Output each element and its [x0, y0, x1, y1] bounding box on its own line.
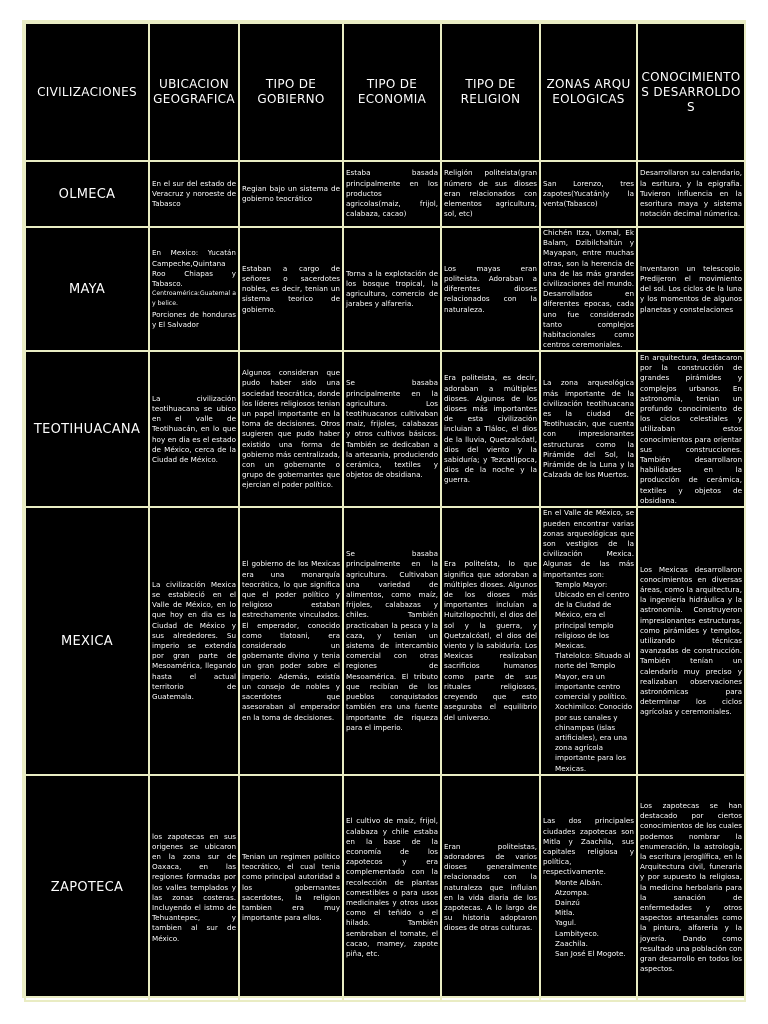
zona-item: Lambityeco. — [555, 928, 599, 938]
cell-economia: El cultivo de maíz, frijol, calabaza y chile estaba en la base de la economía de los zapotecos y era complementado con la recolección de plantas comestibles o para usos medicinales y otros usos como el teñido o el hilado. También sembraban el tomate, el cacao, mamey, zapote piña, etc. — [343, 775, 441, 1001]
cell-religion: Era politeísta, lo que significa que adoraban a múltiples dioses. Algunos de los dioses más importantes incluían a Huitzilopochtli, el dios del sol y la guerra, y Quetzalcóatl, el dios del viento y la sabiduría. Los Mexicas realizaban sacrificios humanos como parte de sus rituales religiosos, creyendo que esto aseguraba el equilibrio del universo. — [441, 507, 540, 774]
cell-religion: Era politeista, es decir, adoraban a múltiples dioses. Algunos de los dioses más importantes de esta civilización incluian a Tláloc, el dios de la lluvia, Quetzalcóatl, dios del viento y la sabiduría; y Tezcatlipoca, dios de la noche y la guerra. — [441, 351, 540, 507]
cell-conocimientos: En arquitectura, destacaron por la construcción de grandes pirámides y complejos urbanos. En astronomía, tenian un profundo conocimiento de los ciclos celestiales y utilizaban estos conocimientos para orientar sus construcciones. También desarrollaron habilidades en la producción de cerámica, textiles y objetos de obsidiana. — [637, 351, 745, 507]
cell-economia: Se basaba principalmente en la agricultura. Cultivaban una variedad de alimentos, como maíz, frijoles, calabazas y chiles. También practicaban la pesca y la caza, y tenian un sistema de intercambio comercial con otras regiones de Mesoamérica. El tributo que recibían de los pueblos conquistados también era una fuente importante de riqueza para el imperio. — [343, 507, 441, 774]
header-zonas: ZONAS ARQUEOLOGICAS — [540, 23, 637, 161]
header-gobierno: TIPO DE GOBIERNO — [239, 23, 343, 161]
cell-economia: Estaba basada principalmente en los productos agricolas(maiz, frijol, calabaza, cacao) — [343, 161, 441, 227]
table-row-olmeca — [25, 161, 745, 227]
header-economia: TIPO DE ECONOMIA — [343, 23, 441, 161]
zona-item: Xochimilco: Conocido por sus canales y chinampas (islas artificiales), era una zona agrícola importante para los Mexicas. — [555, 702, 633, 773]
zona-item: Atzompa. — [555, 887, 590, 897]
zona-item: San José El Mogote. — [555, 948, 626, 958]
cell-ubicacion: La civilización teotihuacana se ubico en el valle de Teotihuacán, en lo que hoy en dia es el estado de México, cerca de la Ciudad de México. — [149, 351, 239, 507]
zona-item: Templo Mayor: Ubicado en el centro de la Ciudad de México, era el principal templo religioso de los Mexicas. — [555, 579, 630, 651]
zona-item: Zaachila. — [555, 938, 588, 948]
cell-religion: Religión politeista(gran número de sus dioses eran relacionados con elementos agricultura, sol, etc) — [441, 161, 540, 227]
zona-item: Mitla. — [555, 908, 575, 918]
zona-item: Tlatelolco: Situado al norte del Templo Mayor, era un importante centro comercial y político. — [555, 651, 631, 702]
table-row-maya — [25, 227, 745, 351]
cell-economia: Se basaba principalmente en la agricultura. Los teotihuacanos cultivaban maiz, frijoles, calabazas y otros cultivos básicos. También se dedicaban a la artesania, produciendo cerámica, textiles y objetos de obsidiana. — [343, 351, 441, 507]
civilization-name: MEXICA — [25, 507, 149, 774]
header-ubicacion: UBICACION GEOGRAFICA — [149, 23, 239, 161]
cell-conocimientos: Los Mexicas desarrollaron conocimientos en diversas áreas, como la arquitectura, la ingeniería hidráulica y la astronomía. Construyeron impresionantes estructuras, como pirámides y templos, utilizando técnicas avanzadas de construcción. También tenían un calendario muy preciso y realizaban observaciones astronómicas para determinar los ciclos agrícolas y ceremoniales. — [637, 507, 745, 774]
civilizations-grid — [24, 22, 746, 1002]
civilization-name: TEOTIHUACANA — [25, 351, 149, 507]
zona-item: Monte Albán. — [555, 877, 603, 887]
zonas-intro: Las dos principales ciudades zapotecas son Mitla y Zaachila, sus capitales religiosa y política, respectivamente. — [543, 816, 634, 877]
cell-zonas — [540, 507, 637, 774]
zonas-intro: En el Valle de México, se pueden encontrar varias zonas arqueológicas que son vestigios de la civilización Mexica. Algunas de las más importantes son: — [543, 508, 634, 579]
ubicacion-line: Centroamérica:Guatemal a y belice. — [152, 290, 236, 308]
cell-ubicacion — [149, 227, 239, 351]
civilization-name: OLMECA — [25, 161, 149, 227]
cell-conocimientos: Desarrollaron su calendario, la esritura, y la epigrafia. Tuvieron influencia en la esoritura maya y sistema notación decimal númerica. — [637, 161, 745, 227]
civilization-name: ZAPOTECA — [25, 775, 149, 1001]
cell-economia: Torna a la explotación de los bosque tropical, la agricultura, comercio de jarabes y alfareria. — [343, 227, 441, 351]
civilization-name: MAYA — [25, 227, 149, 351]
cell-zonas: La zona arqueológica más importante de la civilización teotihuacana es la ciudad de Teotihuacán, que cuenta con impresionantes estructuras como la Pirámide del Sol, la Pirámide de la Luna y la Calzada de los Muertos. — [540, 351, 637, 507]
cell-conocimientos: Los zapotecas se han destacado por ciertos conocimientos de los cuales podemos nombrar la enumeración, la astrología, la escritura jeroglífica, en la Arquitectura civil, funeraria y por supuesto la religiosa, la medicina herbolaria para la sanación de enfermedades y otros aspectos artesanales como la pintura, alfareria y la joyería. Dando como resultado una población con gran desarrollo en todos los aspectos. — [637, 775, 745, 1001]
cell-zonas: Chichén Itza, Uxmal, Ek Balam, Dzibilchaltún y Mayapan, entre muchas otras, son la herencia de una de las más grandes civilizaciones del mundo. Desarrollados en diferentes epocas, cada uno fue considerado tanto complejos habitacionales como centros ceremoniales. — [540, 227, 637, 351]
cell-religion: Eran politeistas, adoradores de varios dioses generalmente relacionados con la naturaleza que influian en la vida diaria de los zapotecas. A lo largo de su historia adoptaron dioses de otras culturas. — [441, 775, 540, 1001]
header-civilizaciones: CIVILIZACIONES — [25, 23, 149, 161]
cell-religion: Los mayas eran politeista. Adoraban a diferentes dioses relacionados con la naturaleza. — [441, 227, 540, 351]
cell-zonas — [540, 775, 637, 1001]
cell-zonas: San Lorenzo, tres zapotes(Yucatán)y la venta(Tabasco) — [540, 161, 637, 227]
cell-gobierno: El gobierno de los Mexicas era una monarquía teocrática, lo que significa que el poder político y religioso estaban estrechamente vinculados. El emperador, conocido como tlatoani, era considerado un gobernante divino y tenia un gran poder sobre el imperio. Además, existía un consejo de nobles y sacerdotes que asesoraban al emperador en la toma de decisiones. — [239, 507, 343, 774]
header-conocimientos: CONOCIMIENTOS DESARROLDOS — [637, 23, 745, 161]
comparison-table — [22, 20, 746, 998]
zona-item: Dainzú — [555, 897, 580, 907]
table-row-zapoteca — [25, 775, 745, 1001]
cell-ubicacion: En el sur del estado de Veracruz y noroeste de Tabasco — [149, 161, 239, 227]
ubicacion-line: En Mexico: Yucatán Campeche,Quintana Roo Chiapas y Tabasco. — [152, 248, 236, 289]
zona-item: Yagul. — [555, 918, 577, 928]
cell-ubicacion: los zapotecas en sus origenes se ubicaron en la zona sur de Oaxaca, en las regiones formadas por los valles templados y las zonas costeras. Incluyendo el istmo de Tehuantepec, y tambien al sur de México. — [149, 775, 239, 1001]
header-row — [25, 23, 745, 161]
cell-conocimientos: Inventaron un telescopio. Predijeron el movimiento del sol. Los ciclos de la luna y los momentos de algunos planetas y constelaciones — [637, 227, 745, 351]
cell-gobierno: Tenian un regimen politico teocrático, el cual tenia como principal autoridad a los gobernantes sacerdotes, la religion tambien era muy importante para ellos. — [239, 775, 343, 1001]
cell-gobierno: Estaban a cargo de señores o sacerdotes nobles, es decir, tenian un sistema teorico de gobierno. — [239, 227, 343, 351]
cell-gobierno: Regian bajo un sistema de gobierno teocrático — [239, 161, 343, 227]
ubicacion-line: Porciones de honduras y El Salvador — [152, 309, 236, 329]
table-row-mexica — [25, 507, 745, 774]
table-row-teotihuacana — [25, 351, 745, 507]
header-religion: TIPO DE RELIGION — [441, 23, 540, 161]
cell-gobierno: Algunos consideran que pudo haber sido una sociedad teocrática, donde los líderes religiosos tenian un papel importante en la toma de decisiones. Otros sugieren que pudo haber existido una forma de gobierno más centralizada, con un gobernante o grupo de gobernantes que ejercian el poder político. — [239, 351, 343, 507]
cell-ubicacion: La civilización Mexica se estableció en el Valle de México, en lo que hoy en dia es la Ciudad de México y sus alrededores. Su imperio se extendía por gran parte de Mesoamérica, llegando hasta el actual territorio de Guatemala. — [149, 507, 239, 774]
